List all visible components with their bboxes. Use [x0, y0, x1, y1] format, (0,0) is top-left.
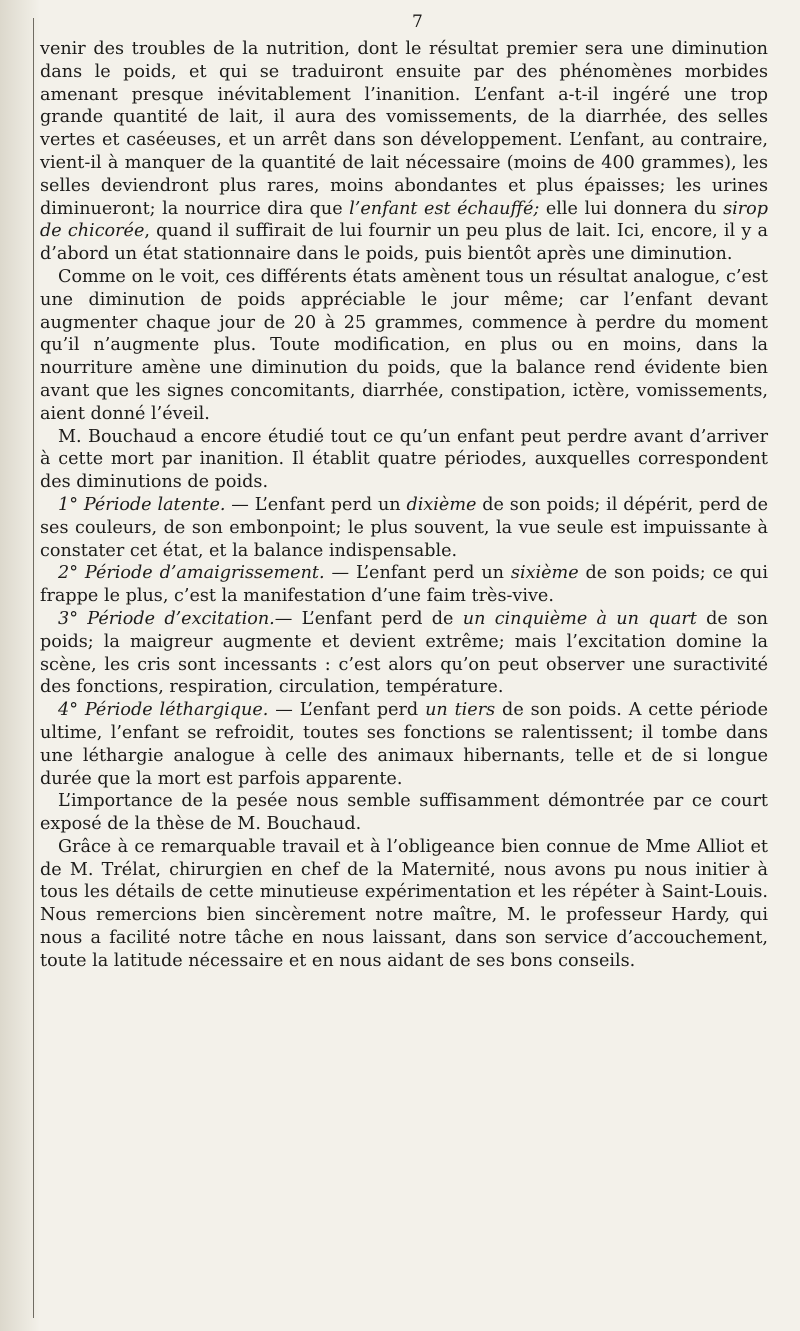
italic-text: sixième: [510, 563, 579, 584]
italic-text: un cinquième à un quart: [462, 608, 697, 629]
text-run: , quand il suffirait de lui fournir un peu plus de lait. Ici, encore, il y a d’abord un état stationnaire dans le poids, puis bientôt après une diminution.: [40, 221, 768, 265]
paragraph-4: [40, 494, 768, 562]
text-run: Grâce à ce remarquable travail et à l’obligeance bien connue de Mme Alliot et de M. Trélat, chirurgien en chef de la Maternité, nous avons pu nous initier à tous les détails de cette minutieuse expérimentation et les répéter à Saint-Louis. Nous remercions bien sincèrement notre maître, M. le professeur Hardy, qui nous a facilité notre tâche en nous laissant, dans son service d’accouchement, toute la latitude nécessaire et en nous aidant de ses bons conseils.: [40, 836, 768, 971]
paragraph-2: [40, 266, 768, 426]
text-run: — L’enfant perd de: [274, 608, 463, 629]
paragraph-7: [40, 699, 768, 790]
paragraph-8: [40, 790, 768, 836]
page-gutter: [0, 0, 40, 1331]
italic-text: 3° Période d’excitation.: [58, 608, 275, 629]
text-run: — L’enfant perd un: [225, 494, 407, 515]
text-run: de son poids; il dépérit, perd de ses couleurs, de son embonpoint; le plus souvent, la vue seule est impuissante à constater cet état, et la balance indispensable.: [40, 494, 768, 561]
text-run: M. Bouchaud a encore étudié tout ce qu’un enfant peut perdre avant d’arriver à cette mort par inanition. Il établit quatre périodes, auxquelles correspondent des diminutions de poids.: [40, 426, 768, 493]
page-number: 7: [412, 12, 423, 32]
text-run: venir des troubles de la nutrition, dont le résultat premier sera une diminution dans le poids, et qui se traduiront ensuite par des phénomènes morbides amenant presque inévitablement l’inanition. L’enfant a-t-il ingéré une trop grande quantité de lait, il aura des vomissements, de la diarrhée, des selles vertes et caséeuses, et un arrêt dans son développement. L’enfant, au contraire, vient-il à manquer de la quantité de lait nécessaire (moins de 400 grammes), les selles deviendront plus rares, moins abondantes et plus épaisses; les urines diminueront; la nourrice dira que: [40, 39, 768, 219]
paragraph-6: [40, 608, 768, 699]
text-run: Comme on le voit, ces différents états amènent tous un résultat analogue, c’est une diminution de poids appréciable le jour même; car l’enfant devant augmenter chaque jour de 20 à 25 grammes, commence à perdre du moment qu’il n’augmente plus. Toute modification, en plus ou en moins, dans la nourriture amène une diminution du poids, que la balance rend évidente bien avant que les signes concomitants, diarrhée, constipation, ictère, vomissements, aient donné l’éveil.: [40, 266, 768, 424]
text-run: de son poids; la maigreur augmente et devient extrême; mais l’excitation domine la scène, les cris sont incessants : c’est alors qu’on peut observer une suractivité des fonctions, respiration, circulation, température.: [40, 608, 769, 698]
paragraph-1: [40, 38, 768, 266]
italic-text: dixième: [406, 494, 477, 515]
text-run: — L’enfant perd: [268, 700, 426, 721]
italic-text: un tiers: [425, 700, 496, 721]
body-text: [40, 38, 768, 973]
gutter-rule: [33, 18, 34, 1318]
italic-text: 2° Période d’amaigrissement.: [58, 563, 325, 584]
italic-text: l’enfant est échauffé;: [349, 198, 540, 219]
text-run: — L’enfant perd un: [324, 563, 511, 584]
paragraph-9: [40, 836, 768, 973]
italic-text: 4° Période léthargique.: [58, 700, 269, 721]
italic-text: sirop de chicorée: [40, 198, 768, 242]
text-run: L’importance de la pesée nous semble suffisamment démontrée par ce court exposé de la thèse de M. Bouchaud.: [40, 791, 768, 835]
paragraph-5: [40, 562, 768, 608]
paragraph-3: [40, 426, 768, 494]
text-run: de son poids; ce qui frappe le plus, c’est la manifestation d’une faim très-vive.: [40, 563, 768, 607]
text-run: de son poids. A cette période ultime, l’enfant se refroidit, toutes ses fonctions se ralentissent; il tombe dans une léthargie analogue à celle des animaux hibernants, telle et de si longue durée que la mort est parfois apparente.: [40, 700, 768, 789]
text-run: elle lui donnera du: [539, 198, 724, 219]
italic-text: 1° Période latente.: [58, 494, 226, 515]
